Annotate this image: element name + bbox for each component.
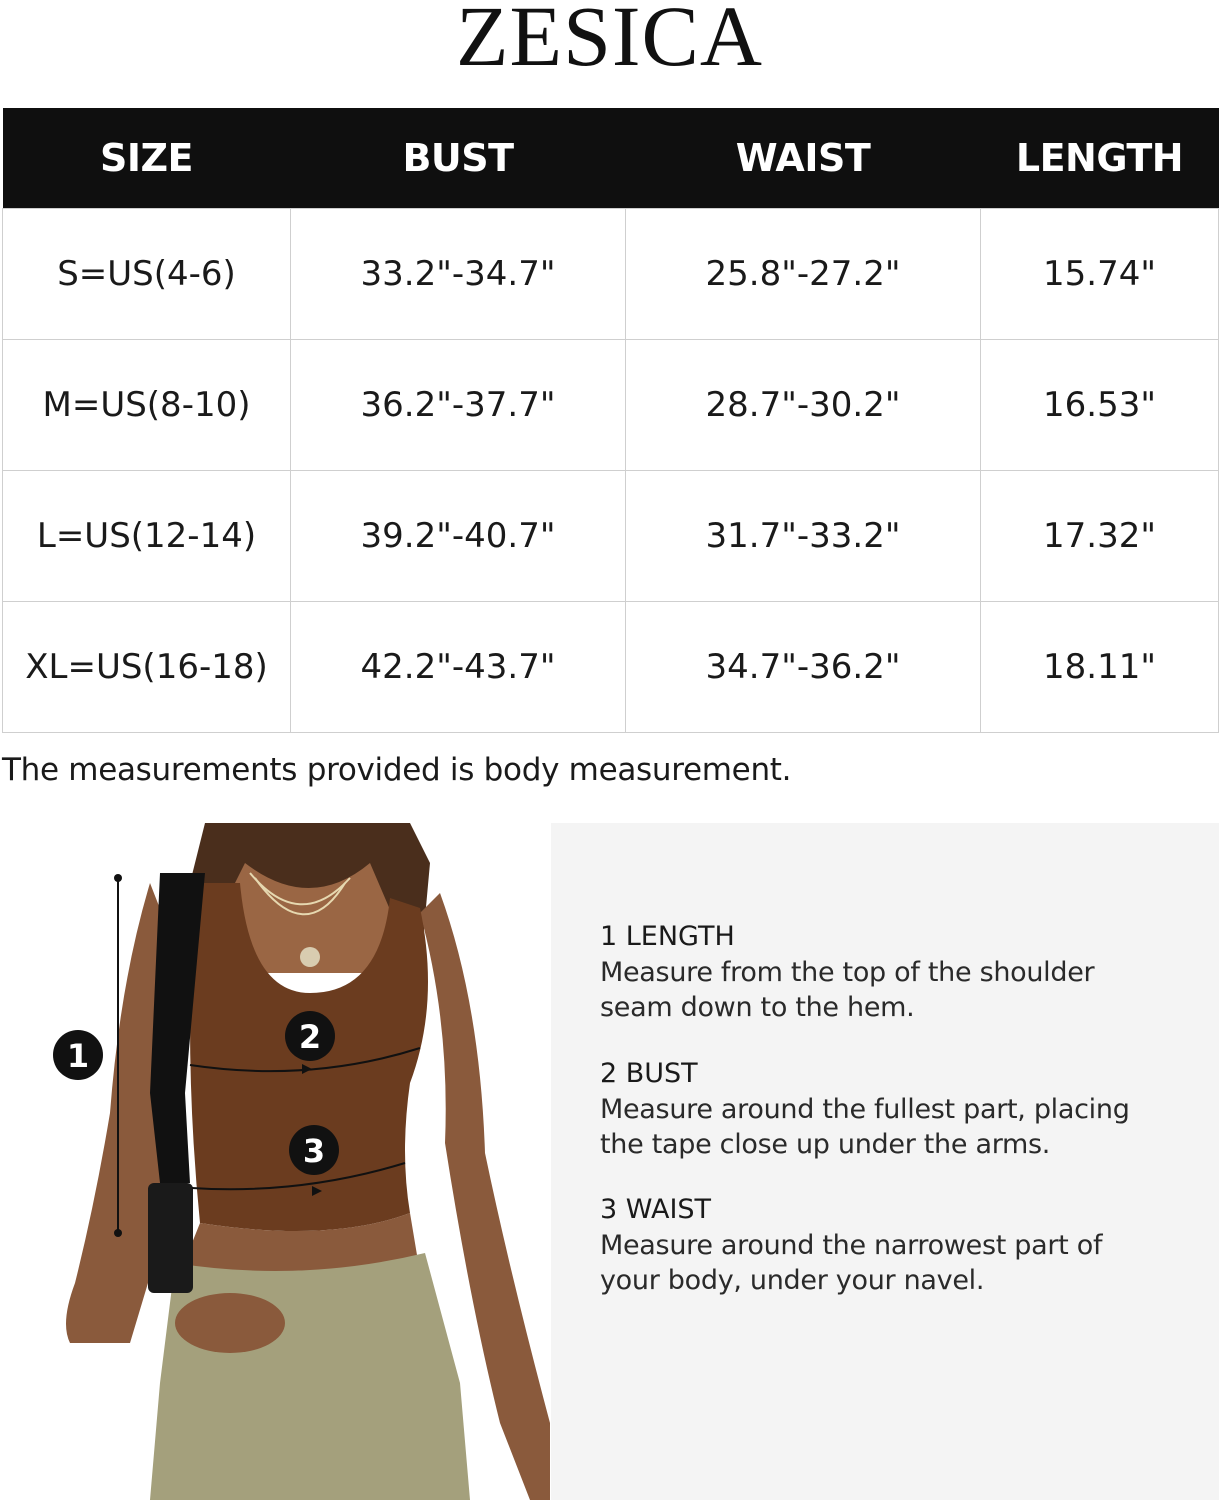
guide-length-text: seam down to the hem. [600,992,915,1023]
guide-bust-title: 2 BUST [600,1058,698,1089]
cell-waist: 34.7"-36.2" [626,601,981,732]
header-size: SIZE [3,108,291,208]
table-row [3,601,1219,732]
cell-size: M=US(8-10) [3,339,291,470]
cell-waist: 31.7"-33.2" [626,470,981,601]
guide-waist-text: your body, under your navel. [600,1265,985,1296]
length-line-end [114,1229,122,1237]
model-illustration [0,823,550,1500]
cell-length: 17.32" [981,470,1219,601]
cell-size: S=US(4-6) [3,208,291,339]
cell-length: 18.11" [981,601,1219,732]
guide-waist [600,1192,1200,1298]
cell-waist: 25.8"-27.2" [626,208,981,339]
khaki-pants [150,1253,470,1500]
bag [148,1183,193,1293]
cell-length: 15.74" [981,208,1219,339]
guide-length-title: 1 LENGTH [600,921,735,952]
table-row [3,470,1219,601]
cell-length: 16.53" [981,339,1219,470]
guide-bust [600,1056,1200,1162]
hand [175,1293,285,1353]
model-photo [0,823,550,1500]
guide-length-text: Measure from the top of the shoulder [600,957,1095,988]
table-row [3,208,1219,339]
guide-bust-text: Measure around the fullest part, placing [600,1094,1130,1125]
cell-waist: 28.7"-30.2" [626,339,981,470]
table-header-row [3,108,1219,208]
measurement-note: The measurements provided is body measurement. [2,752,792,788]
length-line-end [114,874,122,882]
guide-waist-text: Measure around the narrowest part of [600,1230,1103,1261]
header-bust: BUST [291,108,626,208]
guide-waist-title: 3 WAIST [600,1194,712,1225]
marker-1-label: 1 [66,1037,90,1075]
cell-bust: 36.2"-37.7" [291,339,626,470]
pendant-icon [300,947,320,967]
table-row [3,339,1219,470]
cell-bust: 42.2"-43.7" [291,601,626,732]
header-waist: WAIST [626,108,981,208]
cell-size: XL=US(16-18) [3,601,291,732]
cell-size: L=US(12-14) [3,470,291,601]
cell-bust: 39.2"-40.7" [291,470,626,601]
measurement-guide-panel [551,823,1219,1500]
guide-length [600,919,1200,1025]
cell-bust: 33.2"-34.7" [291,208,626,339]
marker-3-label: 3 [302,1132,326,1170]
size-chart-table [2,108,1219,733]
header-length: LENGTH [981,108,1219,208]
guide-bust-text: the tape close up under the arms. [600,1129,1051,1160]
marker-2-label: 2 [298,1018,322,1056]
brand-logo: ZESICA [456,0,763,84]
